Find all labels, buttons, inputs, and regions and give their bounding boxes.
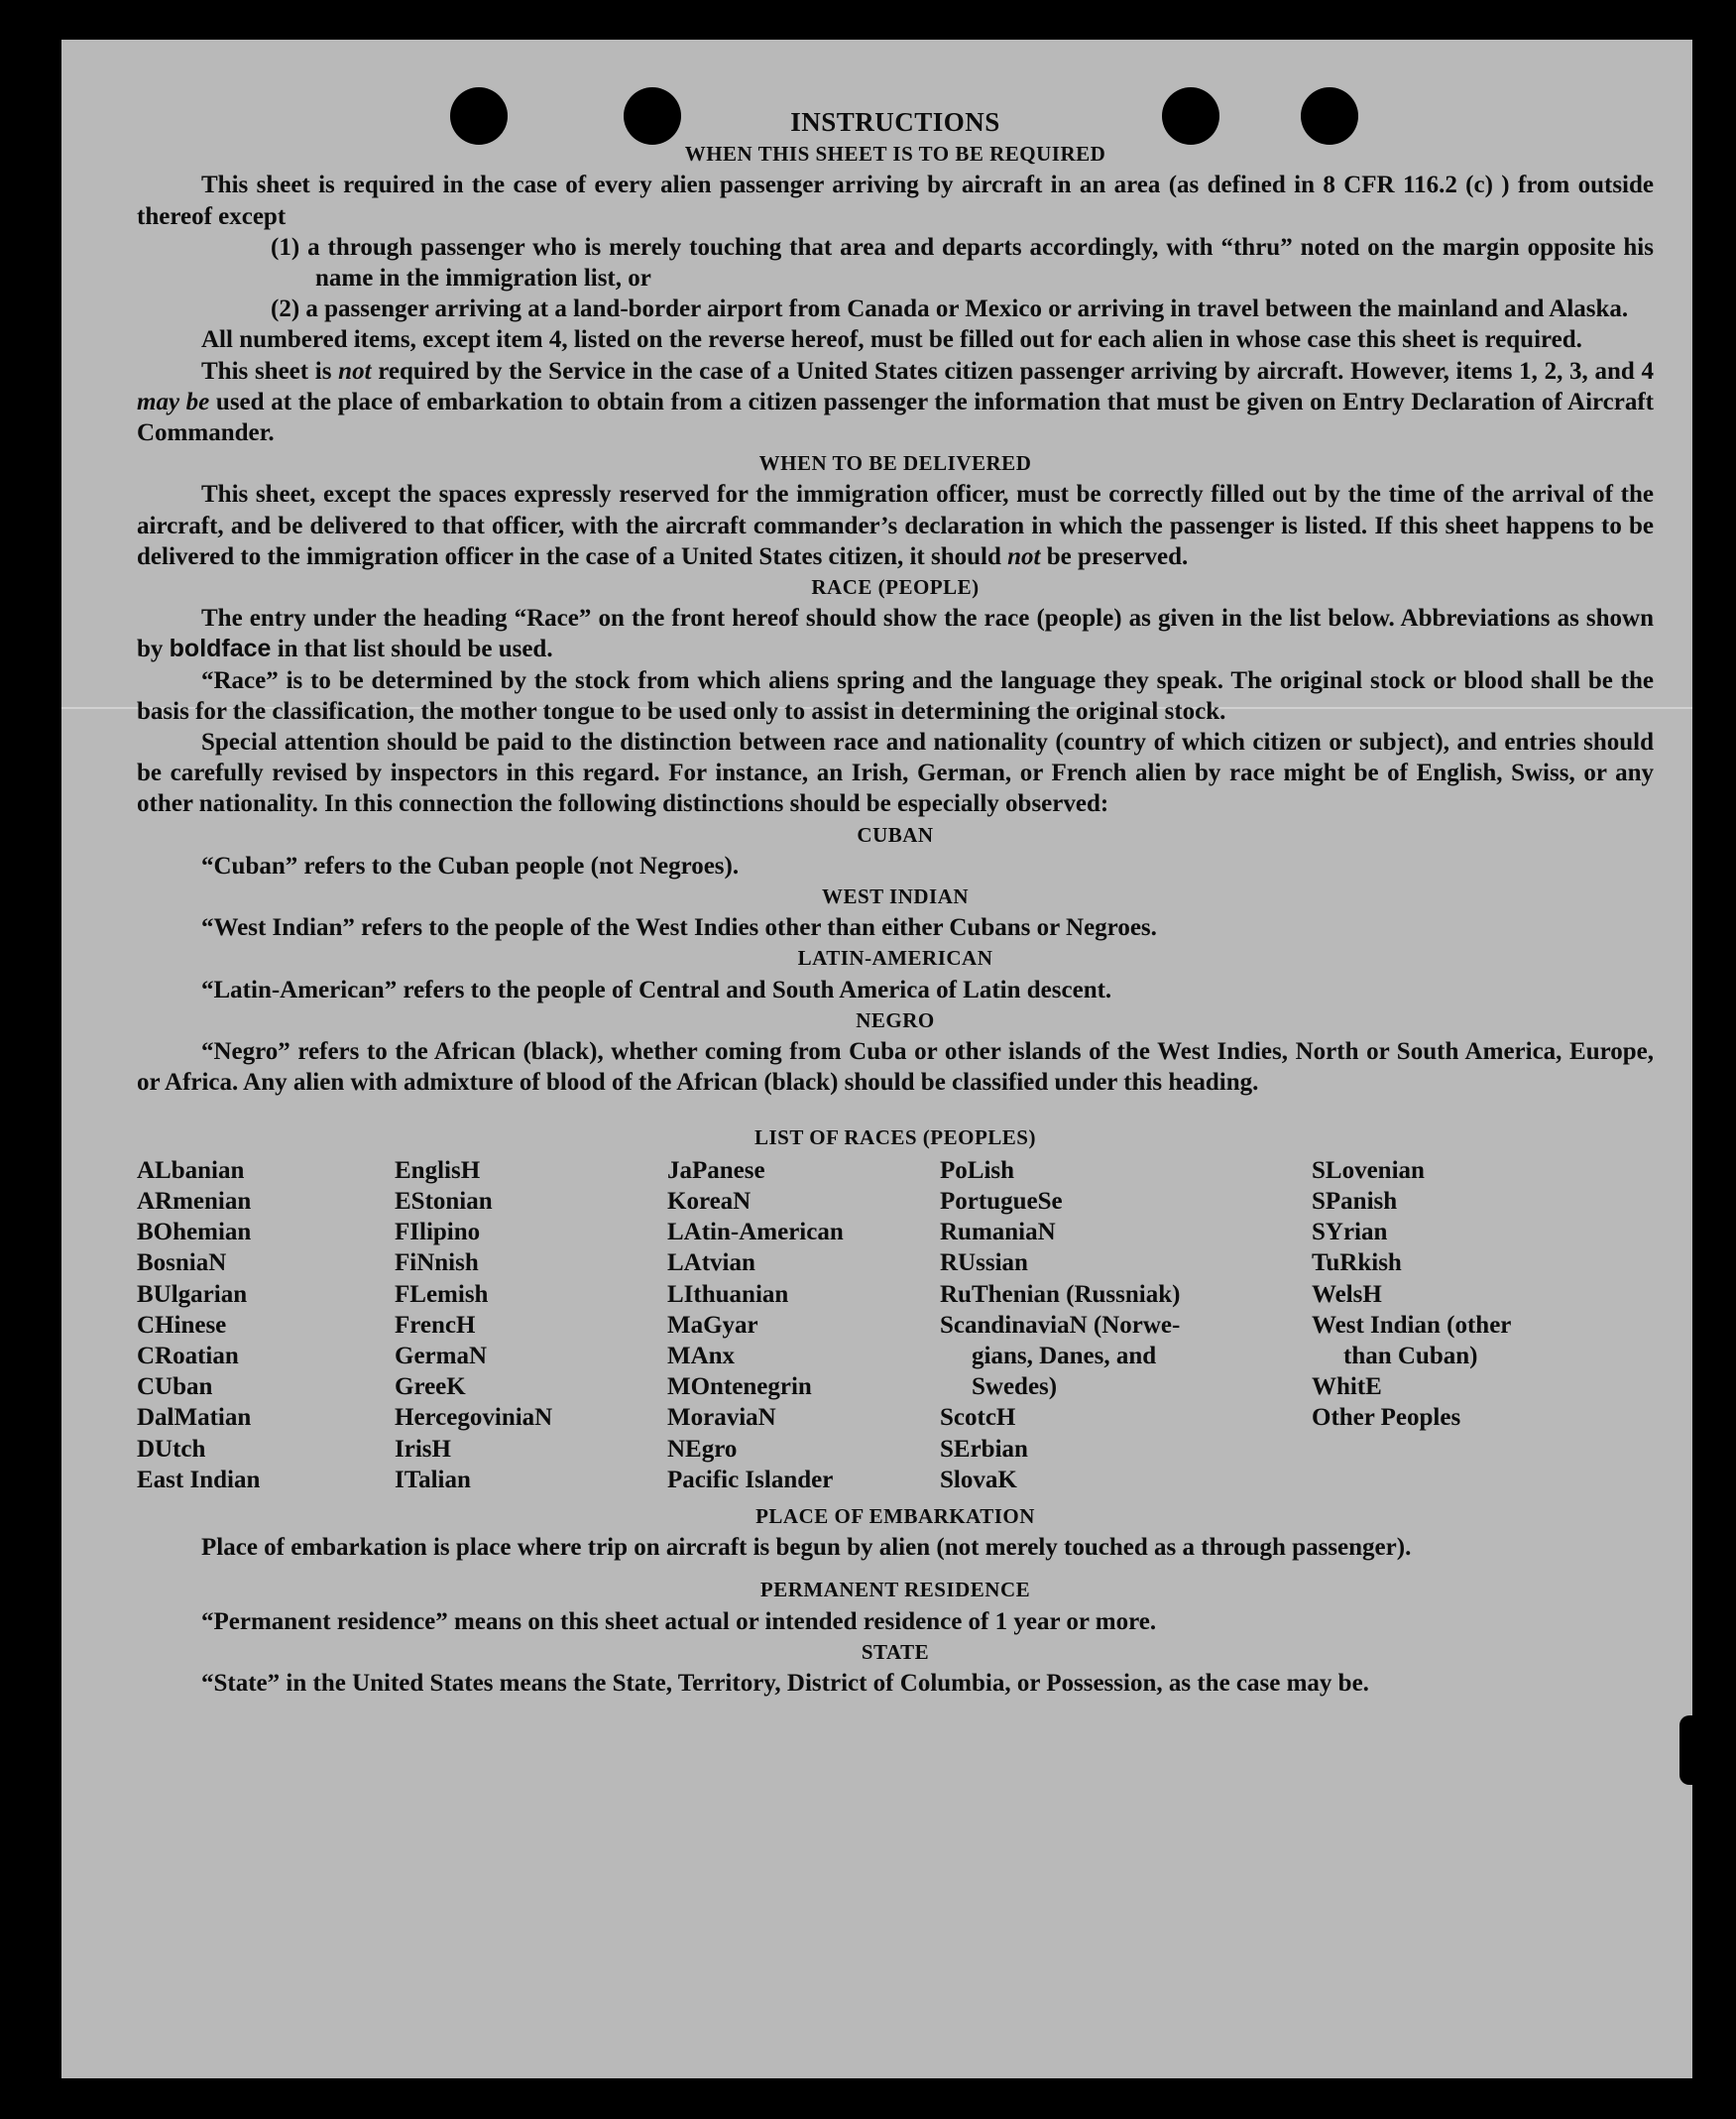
cuban-definition: “Cuban” refers to the Cuban people (not Negroes).	[201, 852, 740, 880]
heading-race: RACE (PEOPLE)	[811, 575, 980, 600]
race-entry: ARmenian	[137, 1187, 252, 1215]
instructions-body	[137, 107, 1654, 1699]
race-entry: SPanish	[1312, 1187, 1398, 1215]
when-required-intro: This sheet is required in the case of every alien passenger arriving by aircraft in an area (as defined in 8 CFR 116.2 (c) ) from outside thereof except	[137, 172, 1654, 230]
race-entry: LIthuanian	[667, 1280, 789, 1308]
heading-place-of-embarkation: PLACE OF EMBARKATION	[755, 1503, 1035, 1528]
race-entry: CUban	[137, 1373, 213, 1401]
heading-when-delivered: WHEN TO BE DELIVERED	[758, 451, 1032, 476]
race-entry: WhitE	[1312, 1373, 1382, 1401]
races-list	[137, 1155, 1654, 1495]
exception-item-2: (2) a passenger arriving at a land-border airport from Canada or Mexico or arriving in travel between the mainland and Alaska.	[271, 295, 1629, 323]
race-entry: DUtch	[137, 1435, 206, 1463]
races-column-1	[137, 1155, 395, 1495]
race-entry: LAtvian	[667, 1249, 755, 1277]
race-entry: MOntenegrin	[667, 1373, 812, 1401]
race-entry: BUlgarian	[137, 1280, 248, 1308]
race-entry: CHinese	[137, 1311, 227, 1339]
race-entry: ScotcH	[940, 1404, 1016, 1432]
race-entry: ITalian	[395, 1466, 471, 1493]
race-entry: MaGyar	[667, 1311, 758, 1339]
race-entry: LAtin-American	[667, 1219, 844, 1246]
races-column-5	[1312, 1155, 1639, 1495]
race-entry: RumaniaN	[940, 1219, 1056, 1246]
race-entry: SlovaK	[940, 1466, 1017, 1493]
race-entry: gians, Danes, and	[972, 1342, 1157, 1369]
document-sheet	[61, 40, 1692, 2078]
race-paragraph-3: Special attention should be paid to the distinction between race and nationality (country of which citizen or subject), and entries should be carefully revised by inspectors in this regard. For instance, an Irish, German, or French alien by race might be of English, Swiss, or any other nationality. In this connection the following distinctions should be especially observed:	[137, 729, 1654, 818]
race-entry: Swedes)	[972, 1373, 1058, 1401]
race-entry: SLovenian	[1312, 1156, 1425, 1184]
race-entry: ScandinaviaN (Norwe-	[940, 1311, 1181, 1339]
race-entry: FrencH	[395, 1311, 476, 1339]
race-entry: FiNnish	[395, 1249, 479, 1277]
race-entry: NEgro	[667, 1435, 738, 1463]
race-entry: DalMatian	[137, 1404, 252, 1432]
exception-item-1: (1) a through passenger who is merely touching that area and departs accordingly, with “thru” noted on the margin opposite his name in the immigration list, or	[271, 233, 1654, 293]
race-entry: RuThenian (Russniak)	[940, 1280, 1181, 1308]
race-entry: West Indian (other	[1312, 1311, 1512, 1339]
heading-cuban: CUBAN	[857, 822, 934, 847]
embarkation-definition: Place of embarkation is place where trip on aircraft is begun by alien (not merely touched as a through passenger).	[201, 1534, 1412, 1562]
race-entry: JaPanese	[667, 1156, 765, 1184]
races-column-3	[667, 1155, 940, 1495]
race-entry: WelsH	[1312, 1280, 1382, 1308]
race-entry: than Cuban)	[1343, 1342, 1478, 1369]
race-entry: PoLish	[940, 1156, 1015, 1184]
citizen-paragraph: This sheet is not required by the Service in the case of a United States citizen passenger arriving by aircraft. However, items 1, 2, 3, and 4 may be used at the place of embarkation to obtain from a citizen passenger the information that must be given on Entry Declaration of Aircraft Commander.	[137, 357, 1654, 447]
race-entry: Pacific Islander	[667, 1466, 834, 1493]
heading-latin-american: LATIN-AMERICAN	[797, 946, 993, 971]
race-entry: EnglisH	[395, 1156, 481, 1184]
race-entry: EStonian	[395, 1187, 493, 1215]
race-entry: RUssian	[940, 1249, 1028, 1277]
race-paragraph-2: “Race” is to be determined by the stock from which aliens spring and the language they speak. The original stock or blood shall be the basis for the classification, the mother tongue to be used only to assist in determining the original stock.	[137, 666, 1654, 725]
numbered-items-text: All numbered items, except item 4, listed on the reverse hereof, must be filled out for each alien in whose case this sheet is required.	[201, 326, 1582, 354]
race-entry: PortugueSe	[940, 1187, 1063, 1215]
race-entry: BosniaN	[137, 1249, 227, 1277]
race-entry: GermaN	[395, 1342, 488, 1369]
when-delivered-text: This sheet, except the spaces expressly reserved for the immigration officer, must be correctly filled out by the time of the arrival of the aircraft, and be delivered to that officer, with the aircraft commander’s declaration in which the passenger is listed. If this sheet happens to be delivered to the immigration officer in the case of a United States citizen, it should not be preserved.	[137, 481, 1654, 570]
races-column-2	[395, 1155, 667, 1495]
race-entry: CRoatian	[137, 1342, 239, 1369]
latin-american-definition: “Latin-American” refers to the people of Central and South America of Latin descent.	[201, 976, 1112, 1003]
race-entry: BOhemian	[137, 1219, 252, 1246]
west-indian-definition: “West Indian” refers to the people of the West Indies other than either Cubans or Negroes.	[201, 914, 1157, 942]
race-entry: SYrian	[1312, 1219, 1388, 1246]
heading-list-of-races: LIST OF RACES (PEOPLES)	[754, 1124, 1036, 1149]
race-entry: KoreaN	[667, 1187, 752, 1215]
heading-negro: NEGRO	[856, 1007, 935, 1032]
race-entry: SErbian	[940, 1435, 1028, 1463]
negro-definition: “Negro” refers to the African (black), whether coming from Cuba or other islands of the West Indies, North or South America, Europe, or Africa. Any alien with admixture of blood of the African (black) should be classified under this heading.	[137, 1038, 1654, 1097]
race-entry: IrisH	[395, 1435, 451, 1463]
residence-definition: “Permanent residence” means on this sheet actual or intended residence of 1 year or more.	[201, 1607, 1157, 1635]
edge-tab	[1679, 1715, 1697, 1785]
races-column-4	[940, 1155, 1312, 1495]
heading-permanent-residence: PERMANENT RESIDENCE	[759, 1578, 1031, 1602]
state-definition: “State” in the United States means the State, Territory, District of Columbia, or Possession, as the case may be.	[201, 1669, 1369, 1697]
race-entry: GreeK	[395, 1373, 466, 1401]
race-entry: East Indian	[137, 1466, 261, 1493]
heading-state: STATE	[861, 1639, 930, 1664]
race-entry: Other Peoples	[1312, 1404, 1461, 1432]
heading-when-required: WHEN THIS SHEET IS TO BE REQUIRED	[684, 142, 1106, 167]
race-entry: MoraviaN	[667, 1404, 776, 1432]
race-entry: FLemish	[395, 1280, 489, 1308]
heading-west-indian: WEST INDIAN	[821, 884, 970, 909]
race-entry: FIlipino	[395, 1219, 481, 1246]
race-entry: TuRkish	[1312, 1249, 1402, 1277]
page-title: INSTRUCTIONS	[790, 107, 1000, 137]
race-entry: HercegoviniaN	[395, 1404, 553, 1432]
race-entry: ALbanian	[137, 1156, 245, 1184]
race-paragraph-1: The entry under the heading “Race” on the front hereof should show the race (people) as given in the list below. Abbreviations as shown by boldface in that list should be used.	[137, 605, 1654, 663]
race-entry: MAnx	[667, 1342, 736, 1369]
